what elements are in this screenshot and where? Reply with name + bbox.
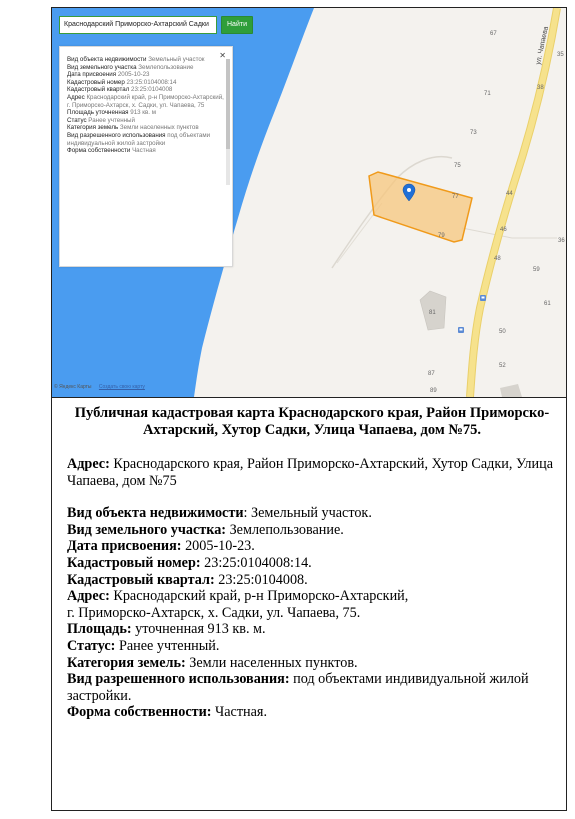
- field-value: Ранее учтенный.: [118, 637, 220, 654]
- property-field: [67, 572, 557, 589]
- object-info-popup: [59, 46, 233, 267]
- bus-stop-icon[interactable]: [458, 327, 464, 333]
- info-row-value: 913 кв. м: [130, 109, 156, 117]
- info-row-value: Земли населенных пунктов: [119, 124, 199, 132]
- property-field: [67, 671, 557, 704]
- info-row: [67, 71, 227, 79]
- info-row: [67, 79, 227, 87]
- info-row-label: Статус: [67, 116, 87, 124]
- search-button[interactable]: Найти: [221, 16, 253, 34]
- property-field: [67, 522, 557, 539]
- property-field: [67, 638, 557, 655]
- search-input[interactable]: Краснодарский Приморско-Ахтарский Садки: [59, 16, 217, 34]
- address-paragraph: [67, 456, 557, 489]
- house-number: 35: [557, 52, 564, 58]
- field-label: Вид разрешенного использования:: [67, 671, 290, 688]
- house-number: 73: [470, 130, 477, 136]
- info-row-label: Вид объекта недвижимости: [67, 56, 147, 63]
- info-row: [67, 124, 227, 132]
- field-value-continued: г. Приморско-Ахтарск, х. Садки, ул. Чапаева, 75.: [67, 604, 361, 621]
- info-row-label: Площадь уточненная: [67, 109, 129, 117]
- cadastral-map[interactable]: [52, 8, 566, 397]
- page-frame: [51, 7, 567, 811]
- property-field: [67, 588, 557, 621]
- house-number: 89: [430, 388, 437, 394]
- info-row: [67, 117, 227, 125]
- house-number: 81: [429, 310, 436, 316]
- map-copyright: [54, 384, 145, 390]
- field-label: Дата присвоения:: [67, 538, 182, 555]
- copyright-text: © Яндекс Карты: [54, 384, 92, 390]
- field-value: Землепользование.: [229, 521, 344, 538]
- property-field: [67, 655, 557, 672]
- info-row-label: Вид земельного участка: [67, 63, 137, 71]
- house-number: 38: [537, 85, 544, 91]
- info-row: [67, 109, 227, 117]
- field-value: Земельный участок.: [251, 505, 372, 522]
- info-row: [67, 64, 227, 72]
- info-row-label: Кадастровый квартал: [67, 86, 130, 94]
- house-number: 46: [500, 227, 507, 233]
- info-row-value: Частная: [132, 147, 156, 155]
- address-value: Краснодарского края, Район Приморско-Ахтарский, Хутор Садки, Улица Чапаева, дом №75: [67, 456, 553, 489]
- house-number: 50: [499, 329, 506, 335]
- info-row: [67, 147, 227, 155]
- bus-stop-icon[interactable]: [480, 295, 486, 301]
- info-row: [67, 56, 227, 64]
- info-row-value: Земельный участок: [148, 56, 205, 63]
- info-row-label: Адрес: [67, 93, 85, 101]
- field-value: 23:25:0104008.: [218, 571, 308, 588]
- house-number: 48: [494, 256, 501, 262]
- field-separator: :: [243, 505, 248, 522]
- info-row: [67, 94, 227, 109]
- street-label: ул. Чапаева: [535, 25, 550, 66]
- field-value: 23:25:0104008:14.: [204, 554, 312, 571]
- info-row-value: Ранее учтенный: [88, 116, 135, 124]
- create-map-link[interactable]: Создать свою карту: [98, 384, 145, 390]
- property-field: [67, 621, 557, 638]
- info-row-value: под объектами индивидуальной жилой застройки: [67, 131, 211, 147]
- house-number: 44: [506, 191, 513, 197]
- field-value: Земли населенных пунктов.: [189, 654, 358, 671]
- house-number: 59: [533, 267, 540, 273]
- close-icon[interactable]: ✕: [219, 51, 226, 60]
- info-row: [67, 132, 227, 147]
- field-label: Форма собственности:: [67, 704, 212, 721]
- house-number: 71: [484, 91, 491, 97]
- field-label: Кадастровый номер:: [67, 554, 201, 571]
- info-row-value: Землепользование: [138, 63, 194, 71]
- field-label: Статус:: [67, 637, 116, 654]
- house-number: 36: [558, 238, 565, 244]
- object-info-list: [67, 56, 227, 155]
- field-label: Вид объекта недвижимости: [67, 505, 244, 522]
- property-fields: [67, 505, 557, 721]
- info-row-label: Дата присвоения: [67, 71, 117, 79]
- info-row-value: Краснодарский край, р-н Приморско-Ахтарский, г. Приморско-Ахтарск, х. Садки, ул. Чапаева, 75: [67, 93, 224, 109]
- property-field: [67, 505, 557, 522]
- field-label: Адрес:: [67, 588, 110, 605]
- house-number: 75: [454, 163, 461, 169]
- info-row-label: Кадастровый номер: [67, 78, 125, 86]
- property-field: [67, 704, 557, 721]
- field-value: Частная.: [215, 704, 268, 721]
- field-value: уточненная 913 кв. м.: [135, 621, 266, 638]
- house-number: 61: [544, 301, 551, 307]
- house-number: 77: [452, 194, 459, 200]
- field-value: 2005-10-23.: [185, 538, 255, 555]
- house-number: 52: [499, 363, 506, 369]
- address-label: Адрес:: [67, 456, 110, 472]
- divider: [52, 397, 566, 398]
- field-label: Вид земельного участка:: [67, 521, 227, 538]
- info-row-label: Категория земель: [67, 124, 119, 132]
- info-row-value: 2005-10-23: [117, 71, 150, 79]
- field-label: Кадастровый квартал:: [67, 571, 215, 588]
- document-body: [67, 405, 557, 721]
- document-title: Публичная кадастровая карта Краснодарского края, Район Приморско-Ахтарский, Хутор Садки, Улица Чапаева, дом №75.: [74, 405, 550, 438]
- property-field: [67, 555, 557, 572]
- info-row-label: Вид разрешенного использования: [67, 131, 166, 139]
- info-row: [67, 86, 227, 94]
- house-number: 87: [428, 371, 435, 377]
- field-label: Площадь:: [67, 621, 132, 638]
- field-label: Категория земель:: [67, 654, 186, 671]
- property-field: [67, 538, 557, 555]
- house-number: 79: [438, 233, 445, 239]
- info-row-value: 23:25:0104008:14: [126, 78, 177, 86]
- info-row-label: Форма собственности: [67, 147, 131, 155]
- house-number: 67: [490, 31, 497, 37]
- field-value: под объектами индивидуальной жилой застройки.: [67, 671, 529, 704]
- field-value: Краснодарский край, р-н Приморско-Ахтарский,: [113, 588, 409, 605]
- info-row-value: 23:25:0104008: [131, 86, 173, 94]
